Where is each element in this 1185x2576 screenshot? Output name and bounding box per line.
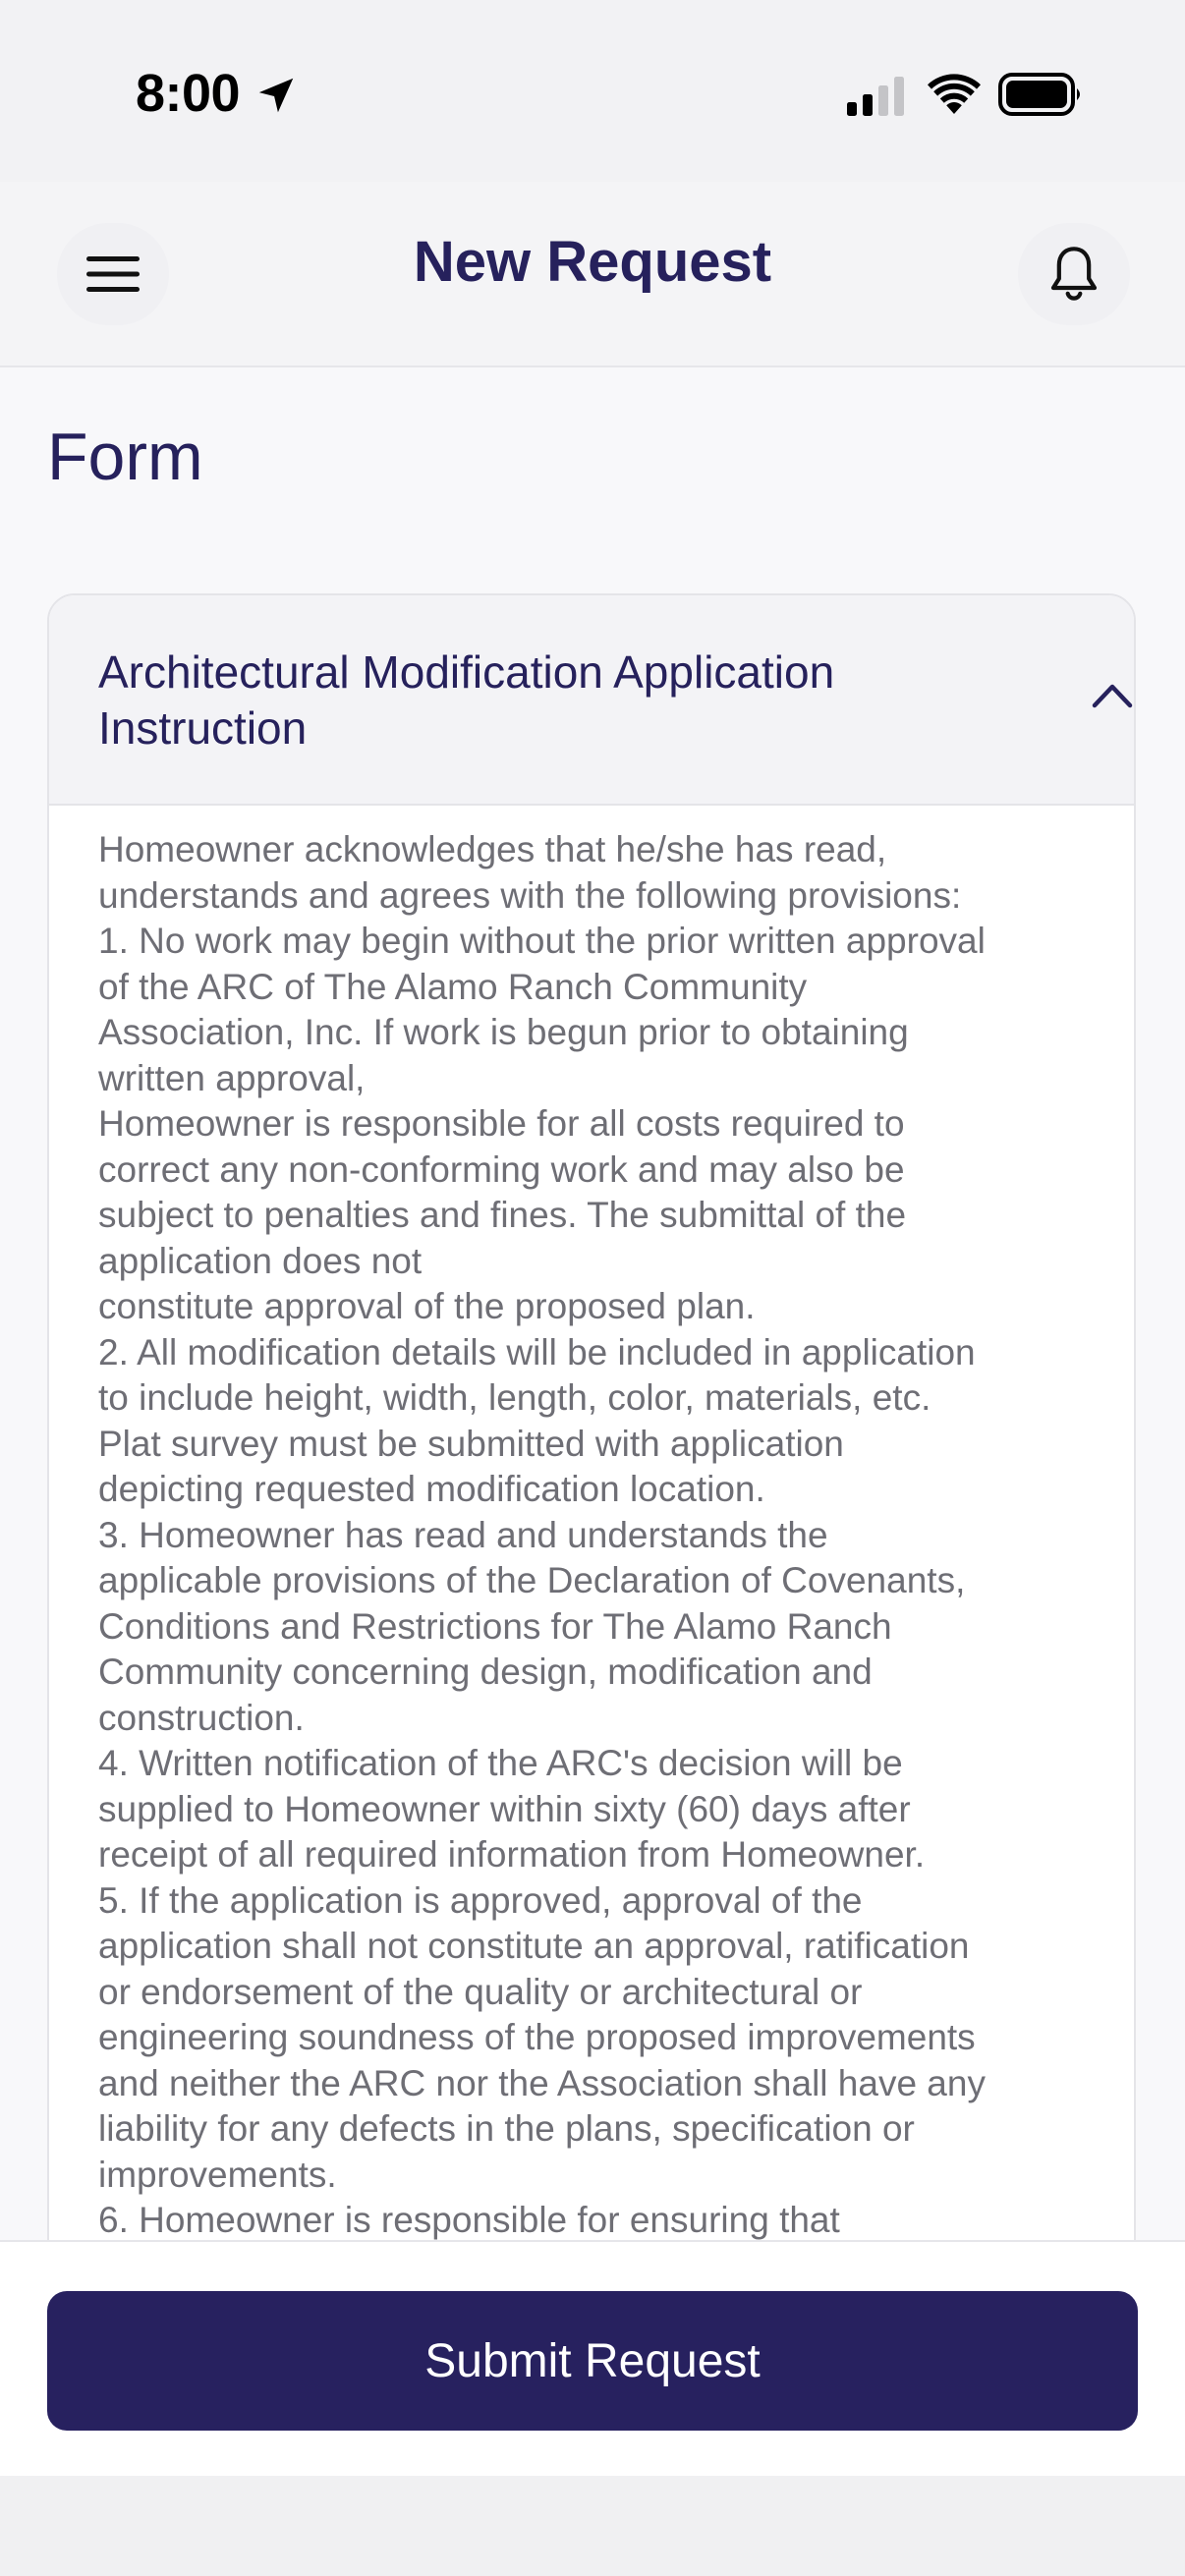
instruction-line: 5. If the application is approved, approval of the [98, 1879, 863, 1921]
status-time: 8:00 [136, 64, 241, 123]
footer-bar [0, 2240, 1185, 2476]
app-header [0, 182, 1185, 367]
instruction-line: to include height, width, length, color, materials, etc. [98, 1377, 931, 1418]
instruction-line: depicting requested modification location. [98, 1469, 765, 1509]
instruction-line: 1. No work may begin without the prior written approval [98, 921, 986, 961]
instruction-line: Homeowner is responsible for all costs required to [98, 1103, 905, 1144]
instruction-line: construction. [98, 1697, 305, 1738]
form-content[interactable] [0, 367, 1185, 2240]
instruction-line: and neither the ARC nor the Association shall have any [98, 2062, 986, 2103]
instruction-accordion [47, 593, 1136, 2240]
instruction-line: 6. Homeowner is responsible for ensuring that [98, 2200, 840, 2240]
accordion-title: Architectural Modification Application Instruction [98, 646, 835, 754]
instruction-line: Homeowner acknowledges that he/she has read, [98, 829, 887, 869]
instruction-line: subject to penalties and fines. The submittal of the [98, 1195, 907, 1235]
instruction-line: receipt of all required information from Homeowner. [98, 1834, 926, 1875]
instruction-line: Association, Inc. If work is begun prior to obtaining [98, 1012, 909, 1052]
instruction-line: engineering soundness of the proposed improvements [98, 2017, 976, 2057]
instruction-line: constitute approval of the proposed plan. [98, 1286, 756, 1326]
submit-request-button[interactable]: Submit Request [47, 2291, 1138, 2431]
instruction-line: Community concerning design, modification and [98, 1652, 873, 1692]
instruction-line: 3. Homeowner has read and understands the [98, 1514, 828, 1555]
instruction-line: Conditions and Restrictions for The Alamo Ranch [98, 1605, 892, 1647]
instruction-line: understands and agrees with the following provisions: [98, 874, 962, 916]
instruction-line: Plat survey must be submitted with application [98, 1423, 844, 1464]
chevron-up-icon[interactable] [1091, 680, 1134, 709]
cellular-signal-icon [847, 77, 908, 116]
instruction-line: application does not [98, 1240, 423, 1281]
home-indicator-area [0, 2476, 1185, 2576]
page-title: New Request [413, 230, 772, 294]
instruction-text [98, 827, 1100, 2240]
instruction-line: 4. Written notification of the ARC's decision will be [98, 1743, 903, 1783]
instruction-line: or endorsement of the quality or architectural or [98, 1971, 863, 2012]
instruction-line: 2. All modification details will be included in application [98, 1331, 976, 1372]
wifi-icon [928, 73, 981, 116]
form-title: Form [47, 420, 203, 494]
instruction-line: written approval, [98, 1057, 366, 1098]
accordion-header[interactable] [49, 595, 1134, 806]
instruction-line: correct any non-conforming work and may also be [98, 1148, 905, 1190]
instruction-line: application shall not constitute an approval, ratification [98, 1926, 970, 1966]
instruction-line: applicable provisions of the Declaration of Covenants, [98, 1560, 966, 1600]
bell-icon [1046, 244, 1101, 305]
instruction-line: liability for any defects in the plans, specification or [98, 2108, 915, 2149]
status-bar [0, 0, 1185, 182]
instruction-line: supplied to Homeowner within sixty (60) days after [98, 1788, 911, 1829]
battery-icon [998, 73, 1083, 116]
instruction-line: of the ARC of The Alamo Ranch Community [98, 966, 808, 1007]
location-arrow-icon [254, 73, 299, 118]
notifications-button[interactable] [1018, 223, 1130, 325]
instruction-line: improvements. [98, 2154, 337, 2195]
